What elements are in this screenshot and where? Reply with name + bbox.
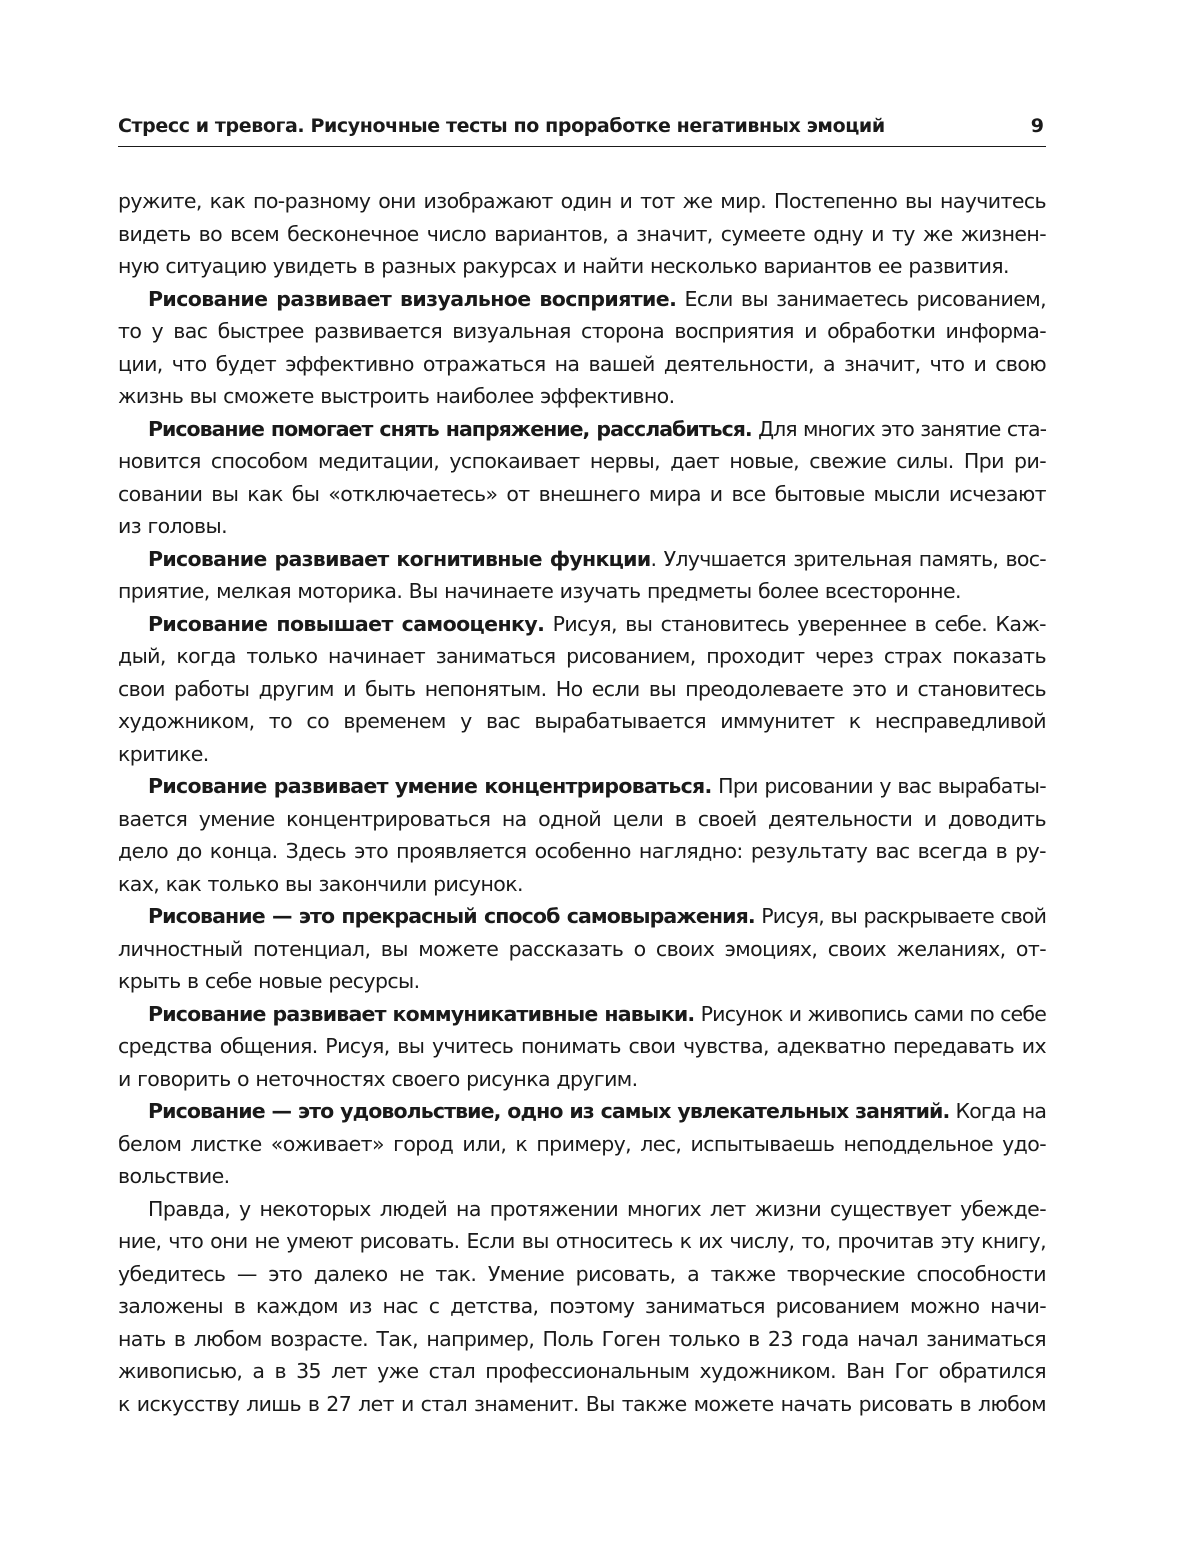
paragraph-lead: Рисование повышает самооценку. <box>148 611 545 636</box>
text-line: белом листке «оживает» город или, к примеру, лес, испытываешь неподдельное удо- <box>118 1131 1046 1156</box>
text-line: Рисование — это удовольствие, одно из самых увлекательных занятий. Когда на <box>148 1099 1046 1123</box>
paragraph-lead: Рисование развивает когнитивные функции <box>148 546 651 571</box>
text-line: ции, что будет эффективно отражаться на вашей деятельности, а значит, что и свою <box>118 351 1046 376</box>
paragraph-lead: Рисование развивает коммуникативные навыки. <box>148 1001 695 1026</box>
text-line: свои работы другим и быть непонятым. Но если вы преодолеваете это и становитесь <box>118 676 1046 701</box>
text-line: ках, как только вы закончили рисунок. <box>118 871 523 896</box>
running-title: Стресс и тревога. Рисуночные тесты по проработке негативных эмоций <box>118 115 885 137</box>
paragraph <box>118 770 1046 900</box>
text-line: крыть в себе новые ресурсы. <box>118 969 420 993</box>
text-line: нать в любом возрасте. Так, например, Поль Гоген только в 23 года начал заниматься <box>118 1326 1046 1351</box>
paragraph <box>118 283 1046 413</box>
paragraph <box>118 608 1046 771</box>
text-line: Рисование развивает когнитивные функции. Улучшается зрительная память, вос- <box>148 546 1046 571</box>
text-line: художником, то со временем у вас вырабатывается иммунитет к несправедливой <box>118 709 1046 733</box>
paragraph-lead: Рисование развивает визуальное восприятие. <box>148 286 677 311</box>
text-line: Рисование повышает самооценку. Рисуя, вы становитесь увереннее в себе. Каж- <box>148 611 1046 636</box>
text-line: средства общения. Рисуя, вы учитесь понимать свои чувства, адекватно передавать их <box>118 1034 1046 1058</box>
text-line: Рисование развивает визуальное восприятие. Если вы занимаетесь рисованием, <box>148 286 1046 311</box>
text-line: из головы. <box>118 514 227 538</box>
text-line: ружите, как по-разному они изображают один и тот же мир. Постепенно вы научитесь <box>118 189 1046 213</box>
text-line: Рисование развивает умение концентрироваться. При рисовании у вас вырабаты- <box>148 774 1046 798</box>
text-line: к искусству лишь в 27 лет и стал знаменит. Вы также можете начать рисовать в любом <box>118 1391 1046 1416</box>
text-line: совании вы как бы «отключаетесь» от внешнего мира и все бытовые мысли исчезают <box>118 481 1046 506</box>
text-line: Рисование — это прекрасный способ самовыражения. Рисуя, вы раскрываете свой <box>148 904 1046 928</box>
text-line: дый, когда только начинает заниматься рисованием, проходит через страх показать <box>118 644 1046 668</box>
text-line: ние, что они не умеют рисовать. Если вы относитесь к их числу, то, прочитав эту книгу, <box>118 1229 1046 1253</box>
text-line: видеть во всем бесконечное число вариантов, а значит, сумеете одну и ту же жизнен- <box>118 221 1046 246</box>
paragraph <box>118 413 1046 543</box>
paragraph <box>118 900 1046 998</box>
text-line: дело до конца. Здесь это проявляется особенно наглядно: результату вас всегда в ру- <box>118 839 1046 863</box>
text-line: Рисование развивает коммуникативные навыки. Рисунок и живопись сами по себе <box>148 1001 1047 1026</box>
paragraph-lead: Рисование — это прекрасный способ самовыражения. <box>148 904 755 928</box>
running-header <box>118 112 1046 147</box>
paragraph <box>118 543 1046 608</box>
paragraph <box>118 1095 1046 1193</box>
text-line: жизнь вы сможете выстроить наиболее эффективно. <box>118 384 675 408</box>
text-line: убедитесь — это далеко не так. Умение рисовать, а также творческие способности <box>118 1261 1046 1286</box>
paragraph <box>118 998 1046 1096</box>
text-line: Правда, у некоторых людей на протяжении многих лет жизни существует убежде- <box>148 1196 1046 1221</box>
text-line: приятие, мелкая моторика. Вы начинаете изучать предметы более всесторонне. <box>118 579 961 603</box>
text-line: критике. <box>118 741 209 766</box>
text-line: ную ситуацию увидеть в разных ракурсах и найти несколько вариантов ее развития. <box>118 254 1009 278</box>
paragraph-lead: Рисование развивает умение концентрироваться. <box>148 774 712 798</box>
text-line: живописью, а в 35 лет уже стал профессиональным художником. Ван Гог обратился <box>118 1359 1046 1383</box>
text-line: заложены в каждом из нас с детства, поэтому заниматься рисованием можно начи- <box>118 1294 1046 1318</box>
paragraph <box>118 185 1046 283</box>
text-line: личностный потенциал, вы можете рассказать о своих эмоциях, своих желаниях, от- <box>118 936 1046 961</box>
text-line: и говорить о неточностях своего рисунка другим. <box>118 1066 638 1091</box>
paragraph-lead: Рисование — это удовольствие, одно из самых увлекательных занятий. <box>148 1099 950 1123</box>
paragraph-lead: Рисование помогает снять напряжение, расслабиться. <box>148 416 752 441</box>
text-line: вольствие. <box>118 1164 230 1188</box>
text-line: то у вас быстрее развивается визуальная сторона восприятия и обработки информа- <box>118 319 1046 343</box>
page-number: 9 <box>1030 115 1044 137</box>
body-text <box>118 185 1046 1420</box>
text-line: Рисование помогает снять напряжение, расслабиться. Для многих это занятие ста- <box>148 416 1046 441</box>
paragraph <box>118 1193 1046 1421</box>
text-line: вается умение концентрироваться на одной цели в своей деятельности и доводить <box>118 806 1046 831</box>
text-line: новится способом медитации, успокаивает нервы, дает новые, свежие силы. При ри- <box>118 449 1046 473</box>
